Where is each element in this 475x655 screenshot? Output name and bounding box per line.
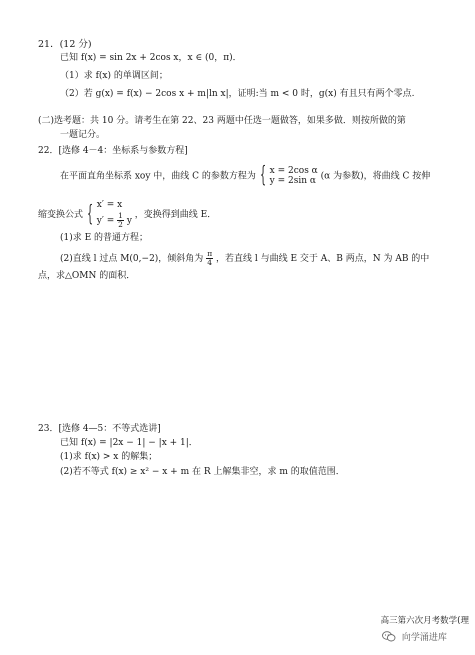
- q22-intro-text: 在平面直角坐标系 xoy 中，曲线 C 的参数方程为: [60, 171, 256, 182]
- q23-header: 23．[选修 4—5：不等式选讲]: [38, 424, 161, 434]
- param-equation-y: y = 2sin α: [269, 176, 316, 186]
- transform-y-var: y: [126, 216, 132, 226]
- transform-y: [97, 212, 132, 229]
- watermark-text: 向学涌进库: [401, 633, 447, 643]
- q21-given: 已知 f(x) = sin 2x + 2cos x，x ∈ (0，π)．: [60, 53, 242, 63]
- q22-part1: (1)求 E 的普通方程；: [60, 233, 149, 243]
- brace-symbol: {: [259, 163, 266, 188]
- fraction-pi-over-four: [206, 250, 213, 267]
- q22-intro-text-continued: (α 为参数)，将曲线 C 按伸: [320, 171, 431, 182]
- q21-header: 21．(12 分): [38, 39, 92, 50]
- fraction-numerator: 1: [118, 211, 123, 220]
- elective-note-line2: 一题记分。: [60, 130, 106, 140]
- q21-part2: （2）若 g(x) = f(x) − 2cos x + m|ln x|，证明:当 m < 0 时，g(x) 有且只有两个零点.: [60, 89, 415, 99]
- transform-prefix: 缩变换公式: [38, 210, 84, 220]
- q22-part2-text-continued: ，若直线 l 与曲线 E 交于 A、B 两点，N 为 AB 的中: [216, 254, 430, 264]
- brace-symbol: {: [86, 201, 94, 227]
- footer-exam-title: 高三第六次月考数学(理: [380, 616, 469, 626]
- q22-part2-text: (2)直线 l 过点 M(0,−2)，倾斜角为: [60, 254, 204, 264]
- param-equation-system: [270, 166, 318, 186]
- fraction-numerator: π: [207, 249, 213, 258]
- q21-part1: （1）求 f(x) 的单调区间；: [60, 71, 168, 81]
- transform-y-left: y′ =: [96, 216, 115, 226]
- q23-given: 已知 f(x) = |2x − 1| − |x + 1|．: [60, 438, 198, 448]
- fraction-denominator: 4: [207, 258, 213, 267]
- transform-x: x′ = x: [96, 200, 123, 210]
- elective-note-line1: (二)选考题：共 10 分。请考生在第 22、23 两题中任选一题做答，如果多做．则按所做的第: [38, 116, 406, 126]
- transform-formula: [97, 200, 132, 229]
- q22-part2-line: [60, 250, 429, 267]
- q22-header: 22．[选修 4－4：坐标系与参数方程]: [38, 146, 188, 156]
- param-equation-x: x = 2cos α: [269, 166, 318, 176]
- watermark: [382, 630, 447, 645]
- q22-intro-line: [60, 165, 430, 187]
- q23-part1: (1)求 f(x) > x 的解集；: [60, 452, 158, 462]
- fraction-one-half: [117, 212, 124, 229]
- fraction-denominator: 2: [118, 220, 123, 229]
- q22-part2-line2: 点，求△OMN 的面积．: [38, 271, 136, 281]
- q23-part2: (2)若不等式 f(x) ≥ x² − x + m 在 R 上解集非空，求 m 的取值范围．: [60, 467, 345, 477]
- q22-transform-line: [38, 200, 216, 229]
- transform-suffix: ，变换得到曲线 E．: [134, 210, 217, 220]
- wechat-icon: [382, 631, 396, 645]
